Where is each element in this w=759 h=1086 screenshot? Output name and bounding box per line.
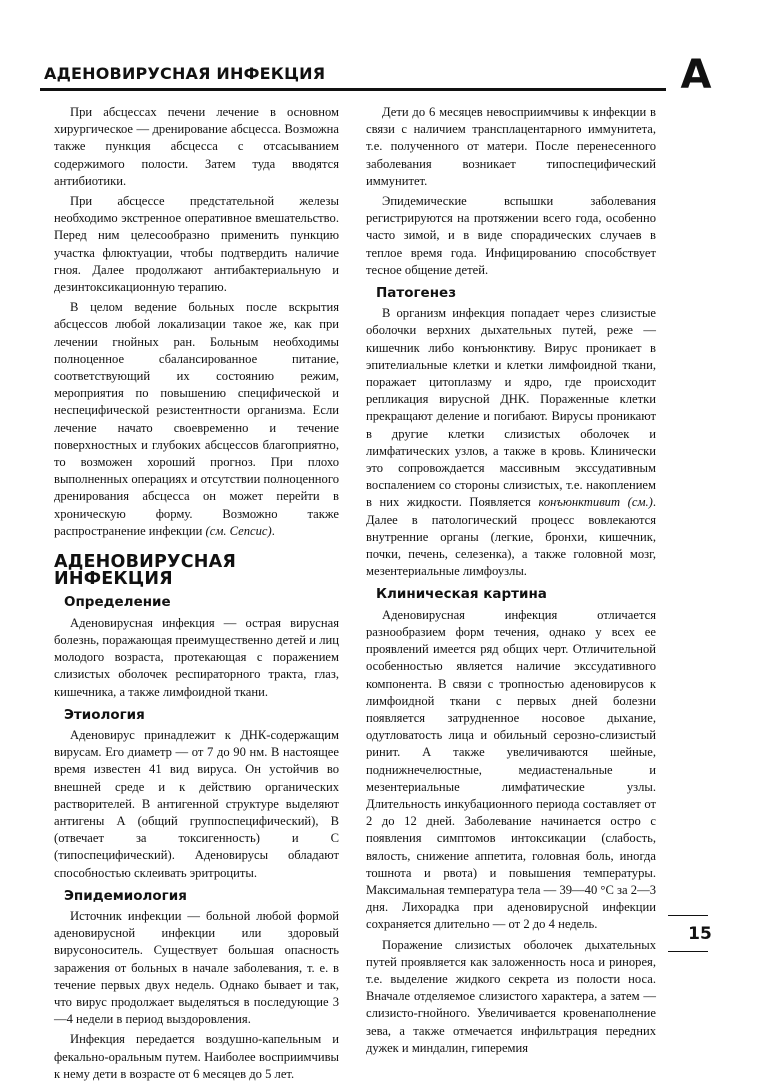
pathogenesis-text: . Далее в патологический процесс вовлекаются внутренние органы (легкие, бронхи, кишечник, почки, печень, селезенка), а также головной мозг, мезентериальные лимфоузлы. <box>366 495 656 579</box>
paragraph: При абсцессе предстательной железы необходимо экстренное оперативное вмешательство. Перед ним целесообразно применить пункцию участка флюктуации, чтобы подтвердить наличие гноя. Далее продолжают антибактериальную и дезинтоксикационную терапию. <box>54 194 339 295</box>
pathogenesis-text: В организм инфекция попадает через слизистые оболочки верхних дыхательных путей, реже — кишечник либо конъюнктиву. Вирус проникает в эпителиальные клетки и клетки лимфоидной ткани, поражает цитоплазму и ядро, где происходит репликация вирусной ДНК. Пораженные клетки прекращают деление и погибают. Вирусы проникают в другие клетки слизистых оболочек и лимфатических узлов, а также в кровь. Клинически это сопровождается массивным экссудативным воспалением со стороны слизистых, т.е. накоплением в них жидкости. Появляется <box>366 306 656 510</box>
clinical-paragraph: Поражение слизистых оболочек дыхательных путей проявляется как заложенность носа и ринорея, т.е. выделение жидкого секрета из полости носа. Вначале отделяемое слизистого характера, а затем — слизисто-гнойного. Увеличивается кровенаполнение зева, а также отмечается инфильтрация передних дужек и миндалин, гиперемия <box>366 937 656 1055</box>
right-column <box>366 104 656 1060</box>
cross-reference-sepsis[interactable]: (см. Сепсис) <box>205 523 272 538</box>
pathogenesis-heading: Патогенез <box>376 285 457 302</box>
paragraph: Эпидемические вспышки заболевания регистрируются на протяжении всего года, особенно часто зимой, и в виде спорадических случаев в теплое время года. Инфицированию способствует тесное общение детей. <box>366 194 656 277</box>
header-rule <box>40 88 666 91</box>
definition-text: Аденовирусная инфекция — острая вирусная болезнь, поражающая преимущественно детей и лиц молодого возраста, протекающая с поражением слизистых оболочек респираторного тракта, глаз, кишечника, а также лимфоидной ткани. <box>54 615 339 699</box>
clinical-heading: Клиническая картина <box>376 586 547 603</box>
etiology-text: Аденовирус принадлежит к ДНК-содержащим вирусам. Его диаметр — от 7 до 90 нм. В настоящее время известен 41 вид вируса. Он устойчив во внешней среде и к действию органических растворителей. В антигенной структуре выделяют антигены А (общий группоспецифический), В (отвечает за токсигенность) и С (типоспецифический). Аденовирусы обладают способностью склеивать эритроциты. <box>54 727 339 880</box>
cross-reference-see[interactable]: (см.) <box>627 495 653 510</box>
paragraph: Дети до 6 месяцев невосприимчивы к инфекции в связи с наличием трансплацентарного иммунитета, т.е. полученного от матери. После перенесенного заболевания возникает типоспецифический иммунитет. <box>366 105 656 188</box>
page-number-rule-bottom <box>668 951 708 952</box>
paragraph-text: В целом ведение больных после вскрытия абсцессов любой локализации такое же, как при лечении гнойных ран. Больным необходимы полноценное сбалансированное питание, соответствующий их состоянию режим, мероприятия по повышению специфической и неспецифической резистентности организма. Если лечение начато своевременно и течение поверхностных и глубоких абсцессов благоприятно, то возможен хороший прогноз. При плохо выполненных операциях и отсутствии полноценного дренирования абсцесса он может перейти в хроническую форму. Возможно также распространение инфекции <box>54 300 339 538</box>
paragraph: При абсцессах печени лечение в основном хирургическое — дренирование абсцесса. Возможна также пункция абсцесса с отсасыванием содержимого полости. Затем туда вводятся антибиотики. <box>54 105 339 188</box>
page-number-rule-top <box>668 915 708 916</box>
article-title: АДЕНОВИРУСНАЯ ИНФЕКЦИЯ <box>54 552 237 590</box>
page-number: 15 <box>688 924 712 944</box>
pathogenesis-paragraph <box>366 305 656 580</box>
epidemiology-paragraph: Инфекция передается воздушно-капельным и фекально-оральным путем. Наиболее восприимчивы к нему дети в возрасте от 6 месяцев до 5 лет. <box>54 1032 339 1081</box>
punctuation: . <box>271 523 275 538</box>
section-letter: А <box>680 52 712 98</box>
definition-heading: Определение <box>64 594 171 611</box>
epidemiology-paragraph: Источник инфекции — больной любой формой аденовирусной инфекции или здоровый вирусоноситель. Существует большая опасность заражения от больных в начале заболевания, т. е. в течение первых двух недель. Однако бывает и так, что вирус продолжает выделяться в последующие 3—4 недели в период выздоровления. <box>54 908 339 1027</box>
running-title: АДЕНОВИРУСНАЯ ИНФЕКЦИЯ <box>44 64 326 83</box>
paragraph <box>54 299 339 540</box>
etiology-heading: Этиология <box>64 706 145 723</box>
epidemiology-heading: Эпидемиология <box>64 887 187 904</box>
left-column <box>54 104 339 1086</box>
clinical-paragraph: Аденовирусная инфекция отличается разнообразием форм течения, однако у всех ее проявлений имеется ряд общих черт. Отличительной особенностью является наличие экссудативного компонента. В связи с тропностью аденовирусов к лимфоидной ткани с первых дней болезни появляется затрудненное носовое дыхание, одутловатость лица и обильный серозно-слизистый ринит. А также увеличиваются шейные, поднижнечелюстные, медиастенальные и мезентериальные лимфатические узлы. Длительность инкубационного периода составляет от 2 до 12 дней. Заболевание начинается остро с появления симптомов интоксикации (слабость, вялость, снижение аппетита, головная боль, иногда тошнота и рвота) и повышения температуры. Максимальная температура тела — 39—40 °С за 2—3 дня. Лихорадка при аденовирусной инфекции сохраняется длительно — от 2 до 4 недель. <box>366 607 656 932</box>
term-conjunctivitis: конъюнктивит <box>538 495 621 510</box>
